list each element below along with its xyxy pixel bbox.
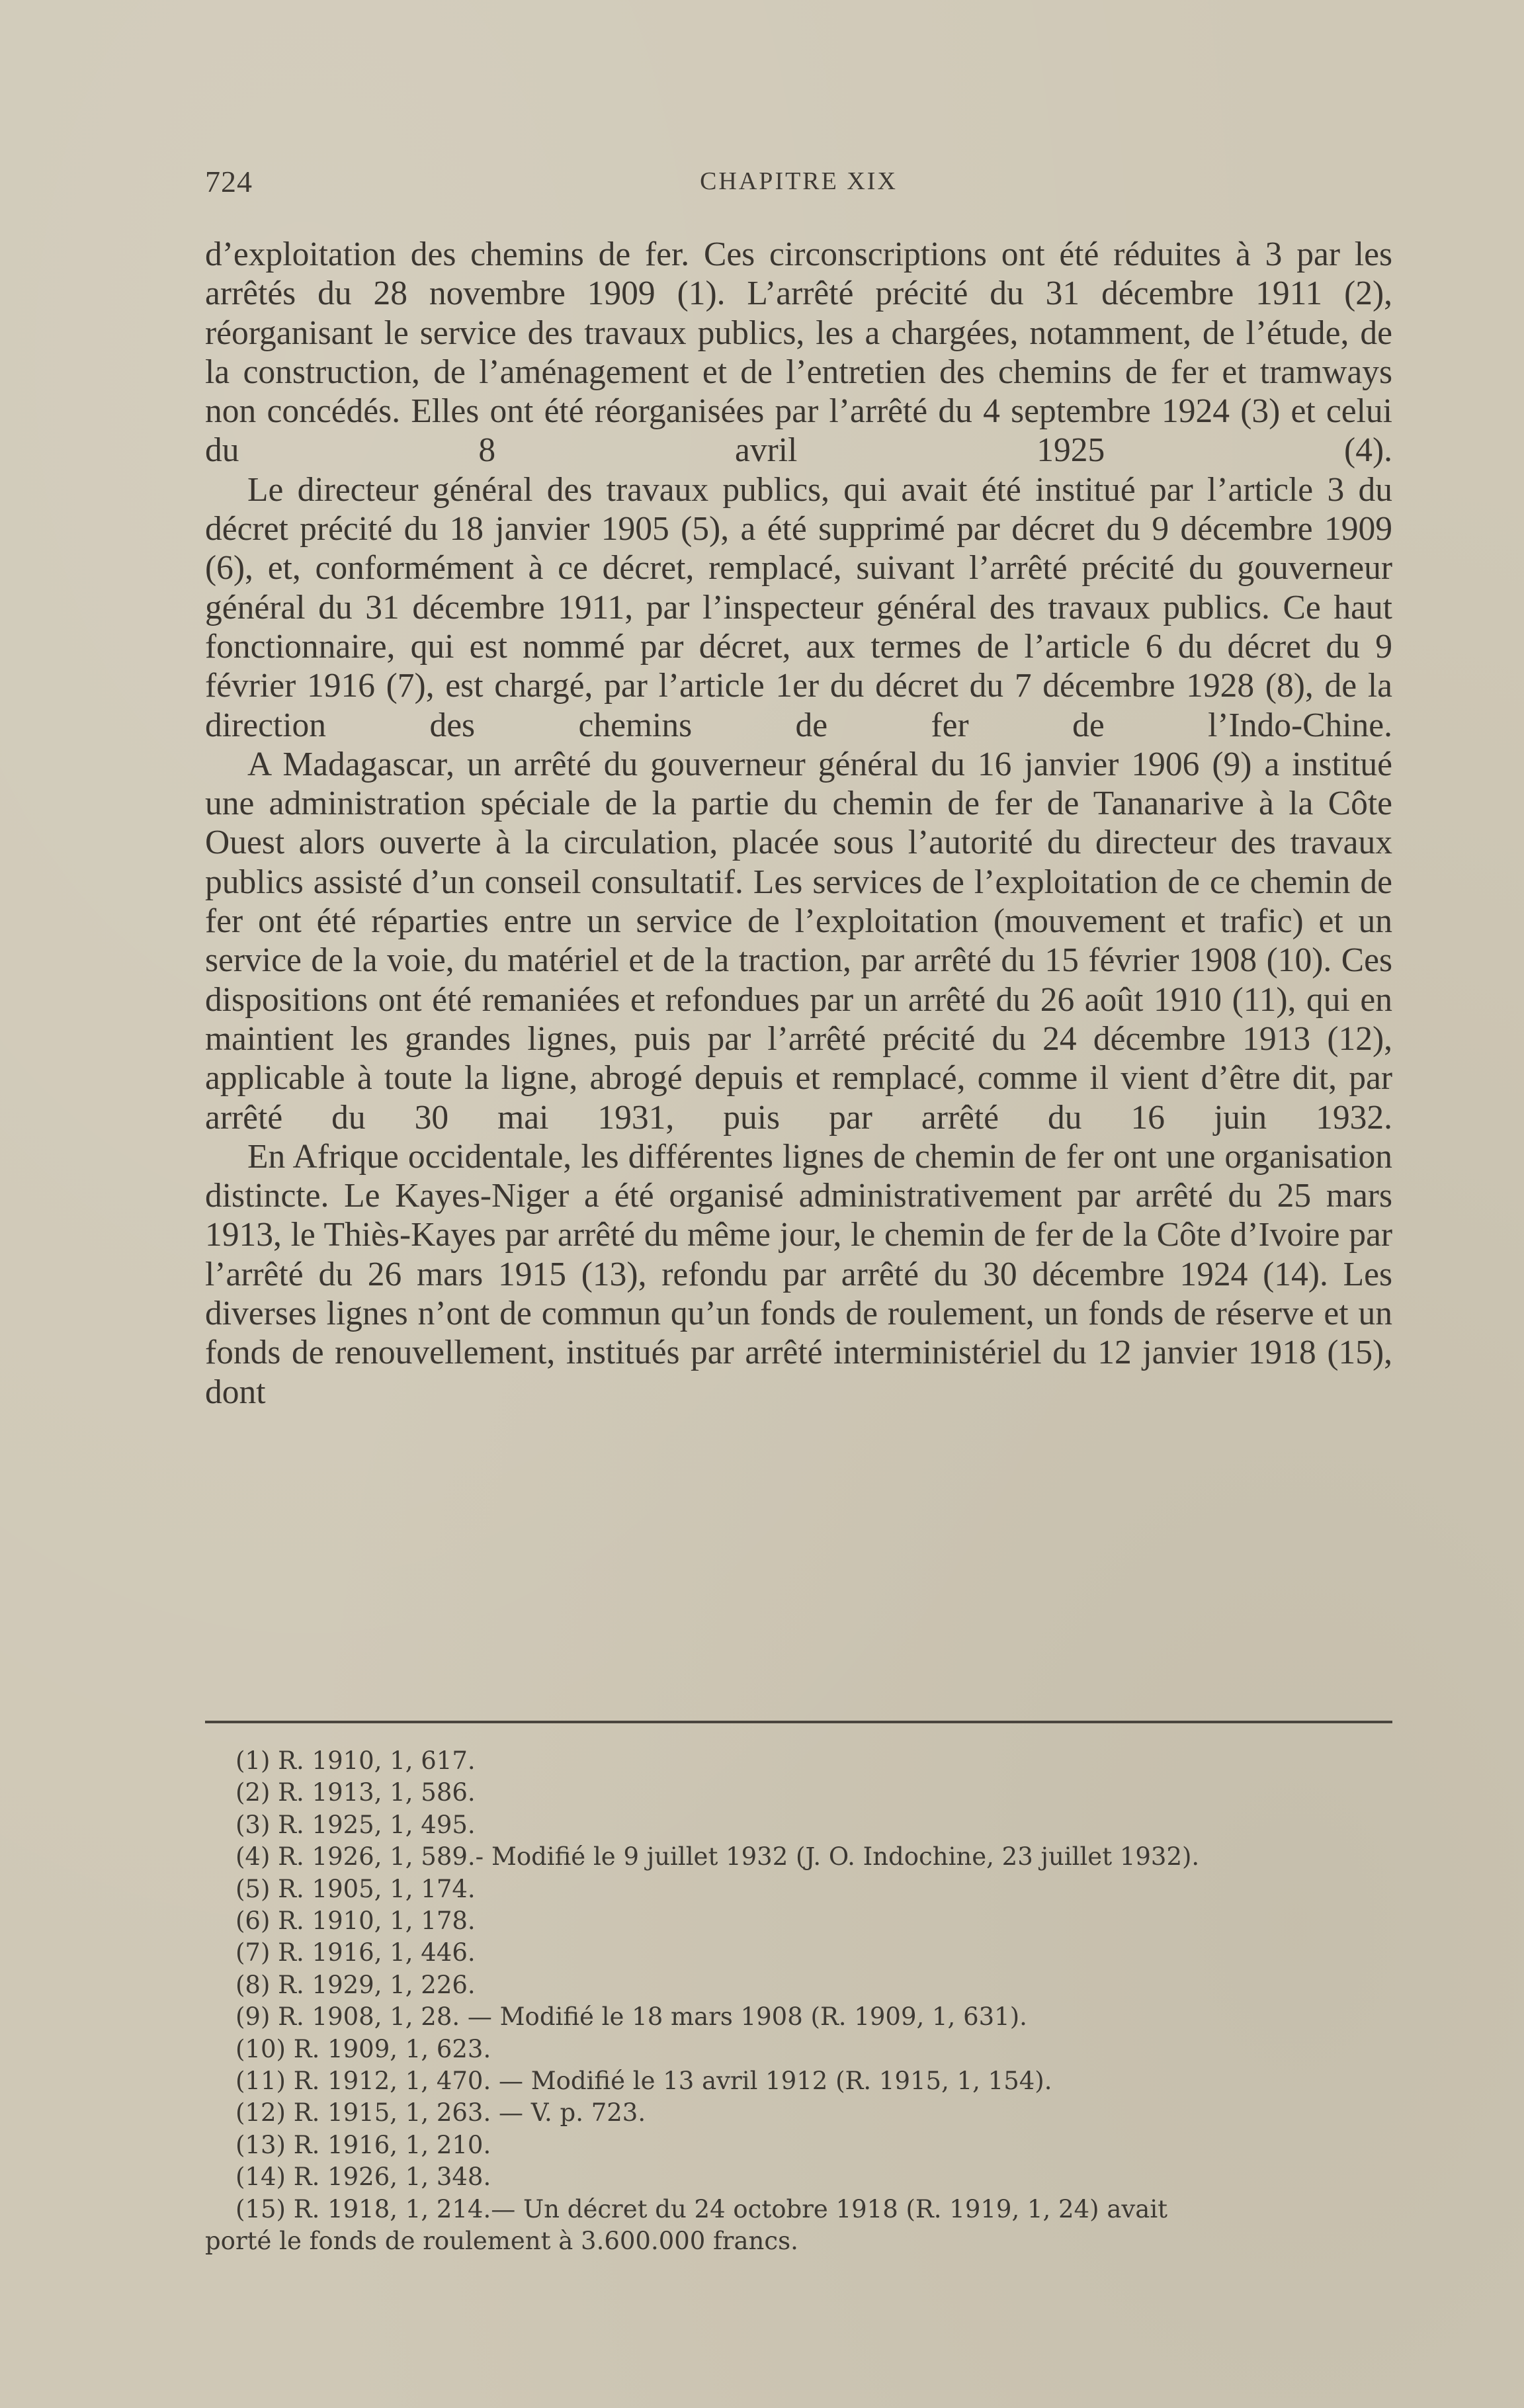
footnote-7: (7) R. 1916, 1, 446. — [235, 1938, 476, 1967]
footnote-15-continuation: porté le fonds de roulement à 3.600.000 francs. — [205, 2227, 798, 2256]
page-header — [205, 164, 1392, 204]
footnote-4: (4) R. 1926, 1, 589.- Modifié le 9 juillet 1932 (J. O. Indochine, 23 juillet 1932). — [235, 1842, 1200, 1871]
footnote-3: (3) R. 1925, 1, 495. — [235, 1810, 476, 1839]
paragraph-4: En Afrique occidentale, les différentes lignes de chemin de fer ont une organisation distincte. Le Kayes-Niger a été organisé administrativement par arrêté du 25 mars 1913, le Thiès-Kayes par arrêté du même jour, le chemin de fer de la Côte d’Ivoire par l’arrêté du 26 mars 1915 (13), refondu par arrêté du 30 décembre 1924 (14). Les diverses lignes n’ont de commun qu’un fonds de roulement, un fonds de réserve et un fonds de renouvellement, institués par arrêté interministériel du 12 janvier 1918 (15), dont — [205, 1137, 1392, 1411]
footnote-12: (12) R. 1915, 1, 263. — V. p. 723. — [235, 2098, 646, 2128]
paragraph-3: A Madagascar, un arrêté du gouverneur général du 16 janvier 1906 (9) a institué une administration spéciale de la partie du chemin de fer de Tananarive à la Côte Ouest alors ouverte à la circulation, placée sous l’autorité du directeur des travaux publics assisté d’un conseil consultatif. Les services de l’exploitation de ce chemin de fer ont été réparties entre un service de l’exploitation (mouvement et trafic) et un service de la voie, du matériel et de la traction, par arrêté du 15 février 1908 (10). Ces dispositions ont été remaniées et refondues par un arrêté du 26 août 1910 (11), qui en maintient les grandes lignes, puis par l’arrêté précité du 24 décembre 1913 (12), applicable à toute la ligne, abrogé depuis et remplacé, comme il vient d’être dit, par arrêté du 30 mai 1931, puis par arrêté du 16 juin 1932. — [205, 745, 1392, 1137]
running-head: CHAPITRE XIX — [700, 167, 898, 195]
footnote-14: (14) R. 1926, 1, 348. — [235, 2163, 491, 2192]
footnote-1: (1) R. 1910, 1, 617. — [235, 1746, 476, 1775]
footnote-11: (11) R. 1912, 1, 470. — Modifié le 13 avril 1912 (R. 1915, 1, 154). — [235, 2067, 1052, 2096]
footnote-10: (10) R. 1909, 1, 623. — [235, 2034, 491, 2063]
footnote-6: (6) R. 1910, 1, 178. — [235, 1907, 476, 1936]
footnotes — [205, 1745, 1392, 2258]
page-number: 724 — [205, 165, 253, 198]
paragraph-2: Le directeur général des travaux publics, qui avait été institué par l’article 3 du décret précité du 18 janvier 1905 (5), a été supprimé par décret du 9 décembre 1909 (6), et, conformément à ce décret, remplacé, suivant l’arrêté précité du gouverneur général du 31 décembre 1911, par l’inspecteur général des travaux publics. Ce haut fonctionnaire, qui est nommé par décret, aux termes de l’article 6 du décret du 9 février 1916 (7), est chargé, par l’article 1er du décret du 7 décembre 1928 (8), de la direction des chemins de fer de l’Indo-Chine. — [205, 470, 1392, 744]
paragraph-1: d’exploitation des chemins de fer. Ces circonscriptions ont été réduites à 3 par les arrêtés du 28 novembre 1909 (1). L’arrêté précité du 31 décembre 1911 (2), réorganisant le service des travaux publics, les a chargées, notamment, de l’étude, de la construction, de l’aménagement et de l’entretien des chemins de fer et tramways non concédés. Elles ont été réorganisées par l’arrêté du 4 septembre 1924 (3) et celui du 8 avril 1925 (4). — [205, 236, 1392, 470]
footnote-rule — [205, 1721, 1392, 1723]
footnote-2: (2) R. 1913, 1, 586. — [235, 1778, 476, 1807]
footnote-13: (13) R. 1916, 1, 210. — [235, 2130, 491, 2159]
footnote-5: (5) R. 1905, 1, 174. — [235, 1874, 476, 1903]
footnote-9: (9) R. 1908, 1, 28. — Modifié le 18 mars 1908 (R. 1909, 1, 631). — [235, 2002, 1027, 2032]
footnote-15: (15) R. 1918, 1, 214.— Un décret du 24 octobre 1918 (R. 1919, 1, 24) avait — [235, 2194, 1168, 2223]
footnote-8: (8) R. 1929, 1, 226. — [235, 1970, 476, 1999]
body-text — [205, 235, 1392, 1412]
